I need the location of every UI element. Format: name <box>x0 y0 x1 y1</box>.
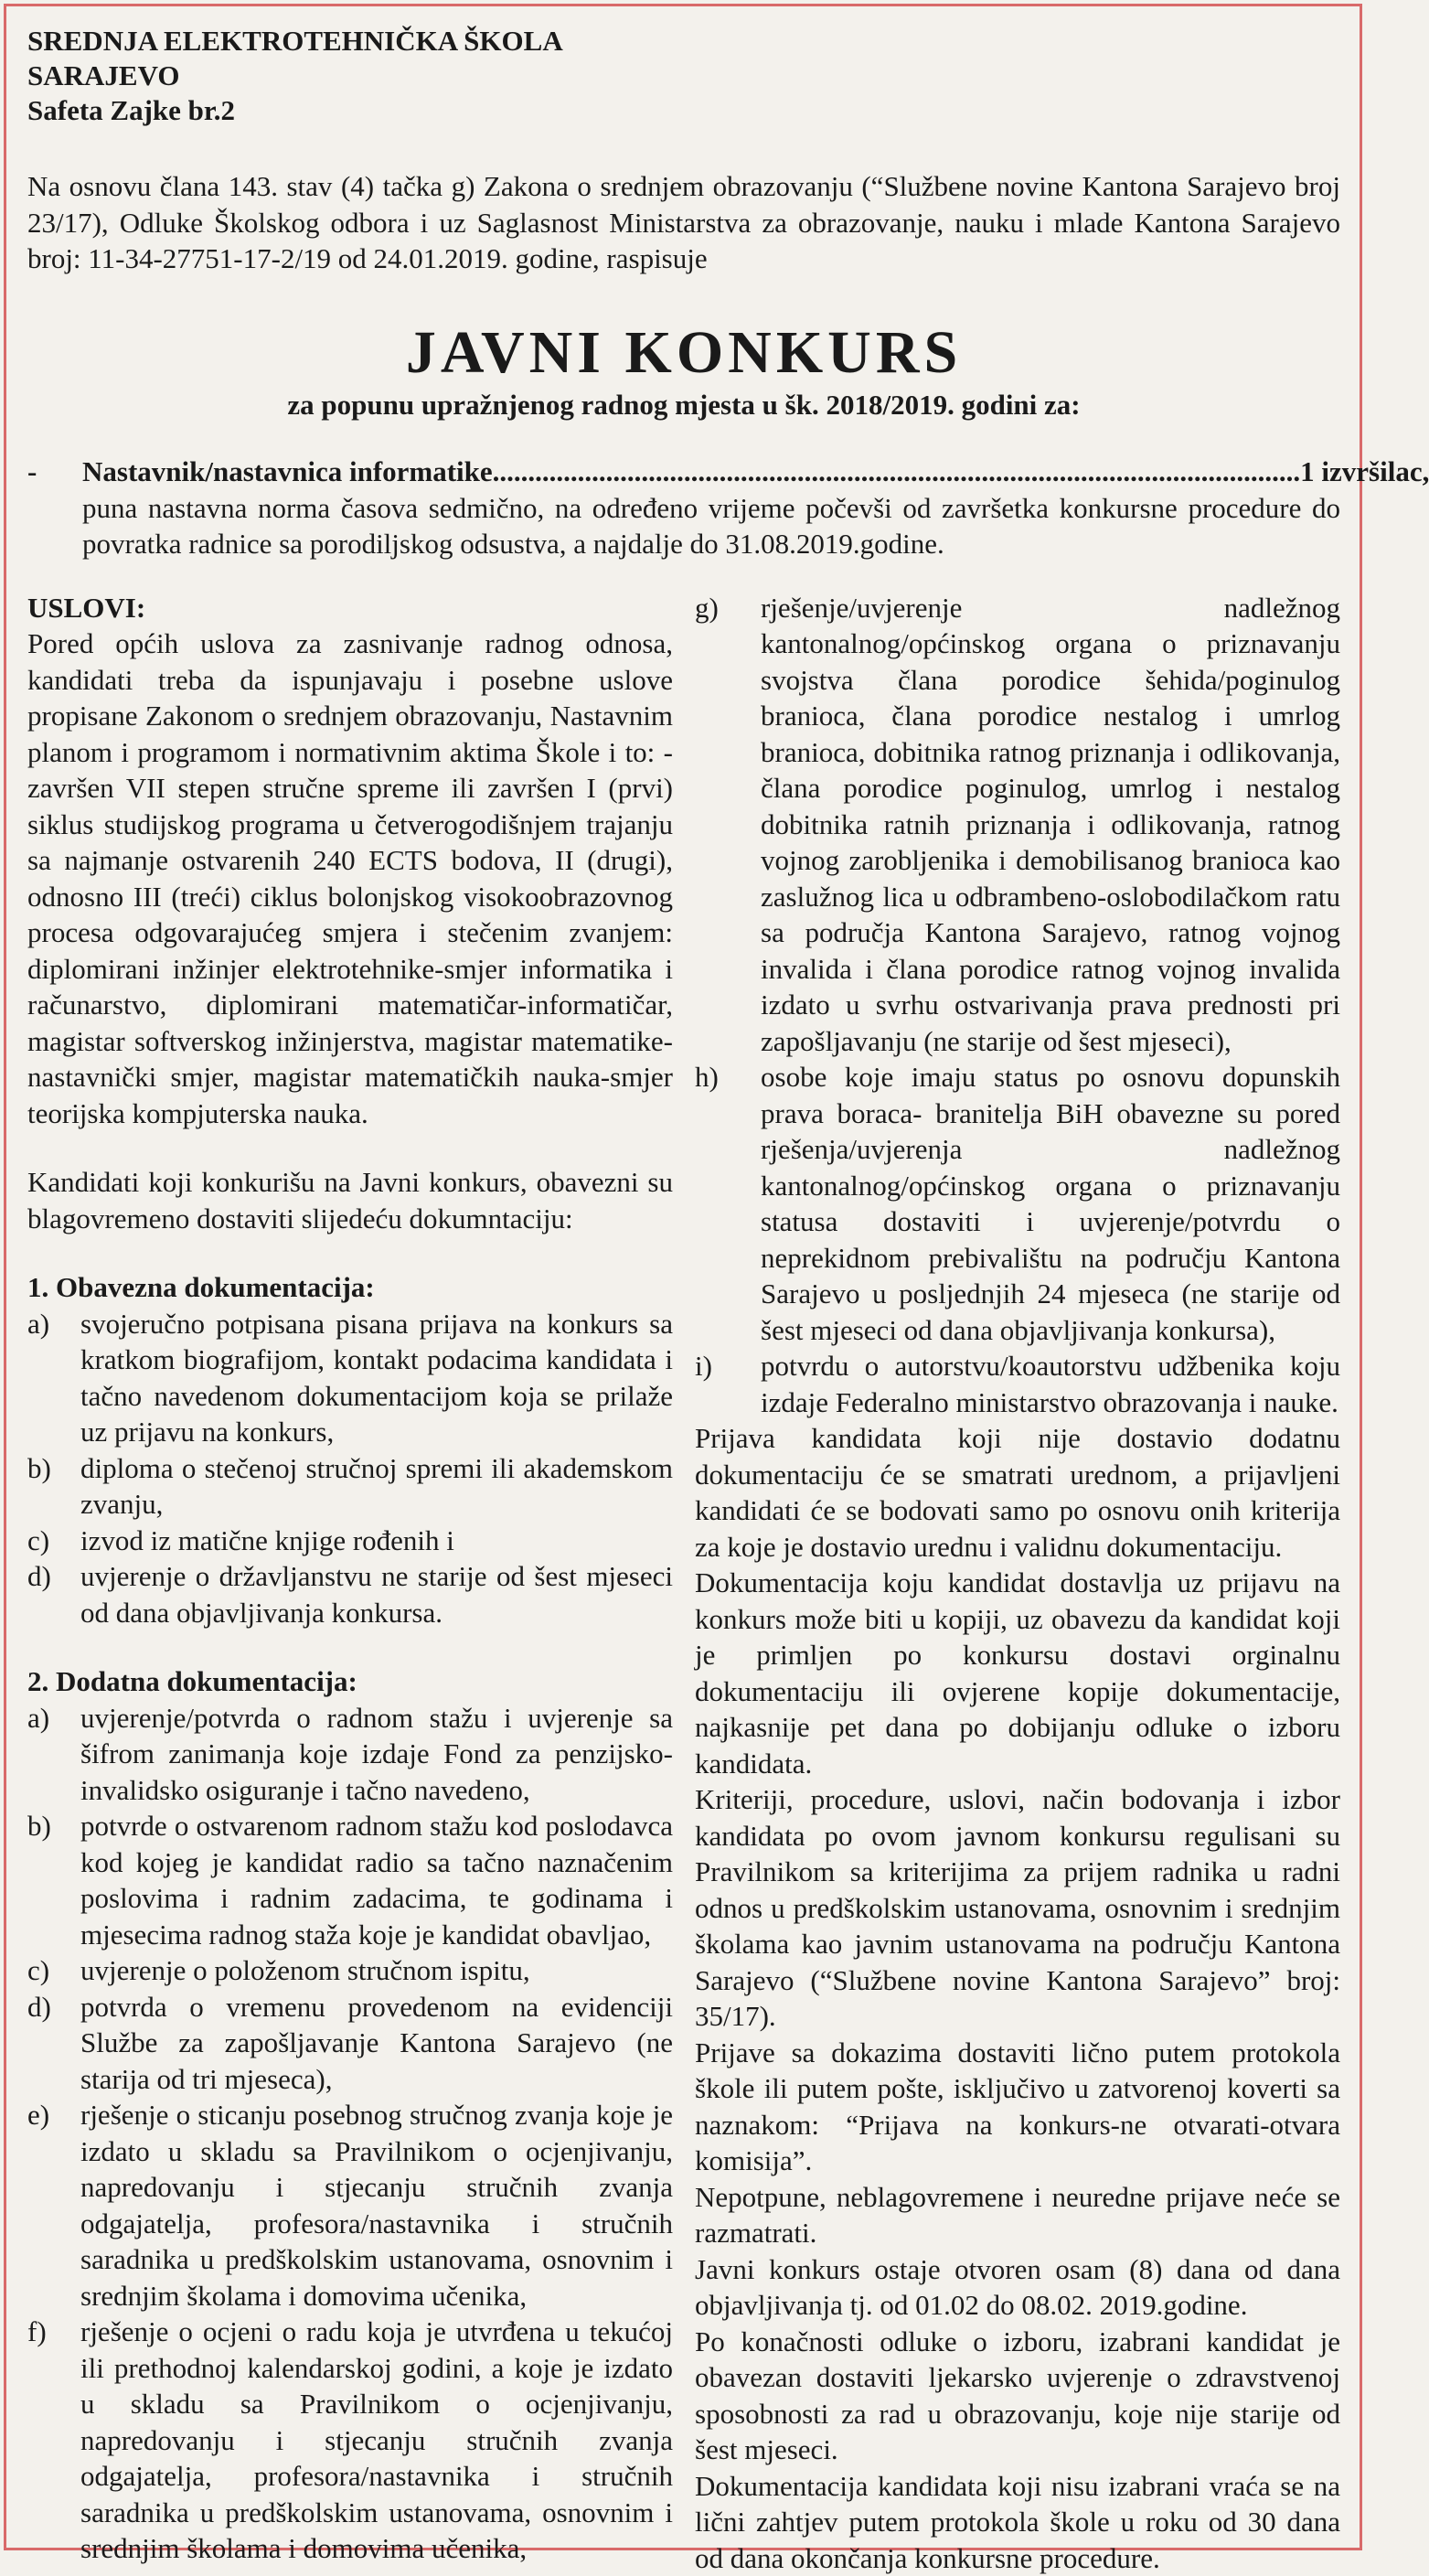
position-bullet: - <box>27 454 37 490</box>
uslovi-text: Pored općih uslova za zasnivanje radnog odnosa, kandidati treba da ispunjavaju i posebne uslove propisane Zakonom o srednjem obrazovanju, Nastavnim planom i programom i normativnim aktima Škole i to: -završen VII stepen stručne spreme ili završen I (prvi) siklus studijskog programa u četverogodišnjem trajanju sa najmanje ostvarenih 240 ECTS bodova, II (drugi), odnosno III (treći) ciklus bolonjskog visokoobrazovnog procesa odgovarajućeg smjera i stečenim zvanjem: diplomirani inžinjer elektrotehnike-smjer informatika i računarstvo, diplomirani matematičar-informatičar, magistar softverskog inžinjerstva, magistar matematike-nastavnički smjer, magistar matematičkih nauka-smjer teorijska kompjuterska nauka. <box>27 625 673 1131</box>
dodatna-list <box>27 1700 673 2567</box>
uslovi-heading: USLOVI: <box>27 590 673 626</box>
list-item <box>27 1989 673 2098</box>
document-page <box>27 24 1340 2576</box>
two-column-body <box>27 590 1340 2576</box>
list-item-text: potvrda o vremenu provedenom na evidenciji Službe za zapošljavanje Kantona Sarajevo (ne starija od tri mjeseca), <box>80 1989 673 2098</box>
list-item-label: d) <box>27 1989 80 2098</box>
list-item-label: c) <box>27 1952 80 1989</box>
list-item-text: svojeručno potpisana pisana prijava na konkurs sa kratkom biografijom, kontakt podacima kandidata i tačno navedenom dokumentacijom koja se prilaže uz prijavu na konkurs, <box>80 1306 673 1450</box>
document-title: JAVNI KONKURS <box>27 319 1340 387</box>
list-item <box>695 1348 1340 1420</box>
list-item-label: b) <box>27 1808 80 1952</box>
list-item-text: uvjerenje o državljanstvu ne starije od šest mjeseci od dana objavljivanja konkursa. <box>80 1558 673 1630</box>
position-dots: .................................................................................................................. <box>493 454 1301 490</box>
kandidati-text: Kandidati koji konkurišu na Javni konkurs, obavezni su blagovremeno dostaviti slijedeću dokumntaciju: <box>27 1164 673 1236</box>
position-line <box>82 454 1340 490</box>
right-column <box>695 590 1340 2576</box>
list-item-label: i) <box>695 1348 761 1420</box>
paragraph: Nepotpune, neblagovremene i neuredne prijave neće se razmatrati. <box>695 2179 1340 2251</box>
position-entry <box>27 454 1340 562</box>
school-address: Safeta Zajke br.2 <box>27 93 1340 128</box>
list-item-label: h) <box>695 1059 761 1348</box>
paragraph: Dokumentacija kandidata koji nisu izabrani vraća se na lični zahtjev putem protokola škole u roku od 30 dana od dana okončanja konkursne procedure. <box>695 2468 1340 2576</box>
list-item <box>27 1450 673 1523</box>
list-item-text: uvjerenje/potvrda o radnom stažu i uvjerenje sa šifrom zanimanja koje izdaje Fond za penzijsko-invalidsko osiguranje i tačno navedeno, <box>80 1700 673 1809</box>
intro-paragraph: Na osnovu člana 143. stav (4) tačka g) Zakona o srednjem obrazovanju (“Službene novine Kantona Sarajevo broj 23/17), Odluke Školskog odbora i uz Saglasnost Ministarstva za obrazovanje, nauku i mlade Kantona Sarajevo broj: 11-34-27751-17-2/19 od 24.01.2019. godine, raspisuje <box>27 168 1340 277</box>
list-item-text: potvrde o ostvarenom radnom stažu kod poslodavca kod kojeg je kandidat radio sa tačno naznačenim poslovima i radnim zadacima, te godinama i mjesecima radnog staža koje je kandidat obavljao, <box>80 1808 673 1952</box>
list-item <box>27 1808 673 1952</box>
list-item <box>27 1306 673 1450</box>
school-city: SARAJEVO <box>27 59 1340 93</box>
list-item-text: izvod iz matične knjige rođenih i <box>80 1523 673 1559</box>
paragraph: Kriteriji, procedure, uslovi, način bodovanja i izbor kandidata po ovom javnom konkursu regulisani su Pravilnikom sa kriterijima za prijem radnika u radni odnos u predškolskim ustanovama, osnovnim i srednjim školama kao javnim ustanovama na području Kantona Sarajevo (“Službene novine Kantona Sarajevo” broj: 35/17). <box>695 1781 1340 2035</box>
list-item <box>695 590 1340 1060</box>
paragraph: Dokumentacija koju kandidat dostavlja uz prijavu na konkurs može biti u kopiji, uz obavezu da kandidat koji je primljen po konkursu dostavi orginalnu dokumentaciju ili ovjerene kopije dokumentacije, najkasnije pet dana po dobijanju odluke o izboru kandidata. <box>695 1565 1340 1781</box>
obavezna-heading: 1. Obavezna dokumentacija: <box>27 1269 673 1306</box>
obavezna-list <box>27 1306 673 1631</box>
list-item <box>27 1700 673 1809</box>
list-item <box>27 2314 673 2567</box>
list-item-text: potvrdu o autorstvu/koautorstvu udžbenika koju izdaje Federalno ministarstvo obrazovanja i nauke. <box>761 1348 1340 1420</box>
list-item-text: osobe koje imaju status po osnovu dopunskih prava boraca- branitelja BiH obavezne su pored rješenja/uvjerenja nadležnog kantonalnog/općinskog organa o priznavanju statusa dostaviti i uvjerenje/potvrdu o neprekidnom prebivalištu na području Kantona Sarajevo u posljednjih 24 mjeseca (ne starije od šest mjeseci od dana objavljivanja konkursa), <box>761 1059 1340 1348</box>
left-column <box>27 590 673 2576</box>
school-name: SREDNJA ELEKTROTEHNIČKA ŠKOLA <box>27 24 1340 59</box>
dodatna-heading: 2. Dodatna dokumentacija: <box>27 1663 673 1700</box>
list-item <box>27 1558 673 1630</box>
paragraph: Prijava kandidata koji nije dostavio dodatnu dokumentaciju će se smatrati urednom, a prijavljeni kandidati će se bodovati samo po osnovu onih kriterija za koje je dostavio urednu i validnu dokumentaciju. <box>695 1420 1340 1565</box>
position-description: puna nastavna norma časova sedmično, na određeno vrijeme počevši od završetka konkursne procedure do povratka radnice sa porodiljskog odsustva, a najdalje do 31.08.2019.godine. <box>82 490 1340 562</box>
list-item-text: rješenje/uvjerenje nadležnog kantonalnog/općinskog organa o priznavanju svojstva člana porodice šehida/poginulog branioca, člana porodice nestalog i umrlog branioca, dobitnika ratnog priznanja i odlikovanja, člana porodice poginulog, umrlog i nestalog dobitnika ratnih priznanja i odlikovanja, ratnog vojnog zarobljenika i demobilisanog branioca kao zaslužnog lica u odbrambeno-oslobodilačkom ratu sa područja Kantona Sarajevo, ratnog vojnog invalida i člana porodice ratnog vojnog invalida izdato u svrhu ostvarivanja prava prednosti pri zapošljavanju (ne starije od šest mjeseci), <box>761 590 1340 1060</box>
list-item-text: diploma o stečenoj stručnoj spremi ili akademskom zvanju, <box>80 1450 673 1523</box>
list-item-label: c) <box>27 1523 80 1559</box>
list-item <box>27 2097 673 2314</box>
list-item-label: e) <box>27 2097 80 2314</box>
list-item-text: rješenje o sticanju posebnog stručnog zvanja koje je izdato u skladu sa Pravilnikom o ocjenjivanju, napredovanju i stjecanju stručnih zvanja odgajatelja, profesora/nastavnika i stručnih saradnika u predškolskim ustanovama, osnovnim i srednjim školama i domovima učenika, <box>80 2097 673 2314</box>
list-item-text: uvjerenje o položenom stručnom ispitu, <box>80 1952 673 1989</box>
paragraph: Javni konkurs ostaje otvoren osam (8) dana od dana objavljivanja tj. od 01.02 do 08.02. 2019.godine. <box>695 2251 1340 2324</box>
list-item-label: b) <box>27 1450 80 1523</box>
paragraph: Prijave sa dokazima dostaviti lično putem protokola škole ili putem pošte, isključivo u zatvorenoj koverti sa naznakom: “Prijava na konkurs-ne otvarati-otvara komisija”. <box>695 2035 1340 2179</box>
list-item-label: g) <box>695 590 761 1060</box>
paragraph: Po konačnosti odluke o izboru, izabrani kandidat je obavezan dostaviti ljekarsko uvjerenje o zdravstvenoj sposobnosti za rad u obrazovanju, koje nije starije od šest mjeseci. <box>695 2324 1340 2468</box>
list-item-label: a) <box>27 1700 80 1809</box>
list-item-label: a) <box>27 1306 80 1450</box>
list-item <box>27 1952 673 1989</box>
position-count: 1 izvršilac, <box>1300 454 1429 490</box>
list-item-text: rješenje o ocjeni o radu koja je utvrđena u tekućoj ili prethodnoj kalendarskoj godini, a koje je izdato u skladu sa Pravilnikom o ocjenjivanju, napredovanju i stjecanju stručnih zvanja odgajatelja, profesora/nastavnika i stručnih saradnika u predškolskim ustanovama, osnovnim i srednjim školama i domovima učenika, <box>80 2314 673 2567</box>
dodatna-list-continued <box>695 590 1340 1421</box>
list-item <box>27 1523 673 1559</box>
position-name: Nastavnik/nastavnica informatike <box>82 454 493 490</box>
list-item-label: d) <box>27 1558 80 1630</box>
document-subtitle: za popunu upražnjenog radnog mjesta u šk. 2018/2019. godini za: <box>27 387 1340 423</box>
list-item-label: f) <box>27 2314 80 2567</box>
list-item <box>695 1059 1340 1348</box>
school-header <box>27 24 1340 128</box>
